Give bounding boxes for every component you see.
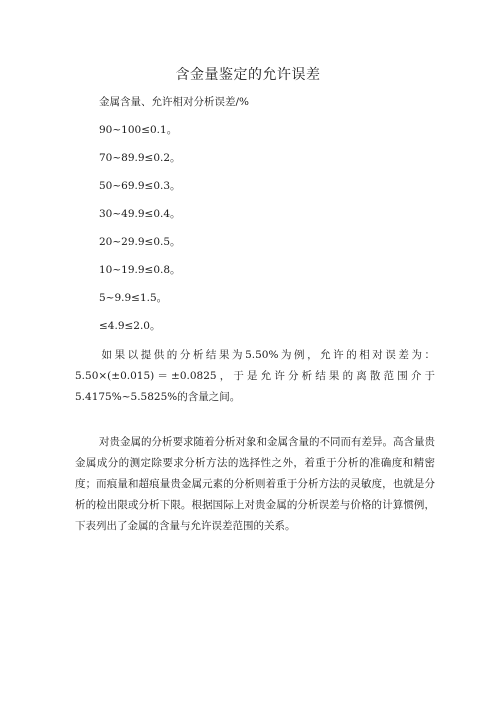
range-item: 30~49.9≤0.4。 xyxy=(99,208,181,220)
table-header-line: 金属含量、允许相对分析误差/% xyxy=(99,96,250,108)
page-title: 含金量鉴定的允许误差 xyxy=(175,67,321,83)
range-item: 20~29.9≤0.5。 xyxy=(99,236,181,248)
range-item: 70~89.9≤0.2。 xyxy=(99,152,181,164)
range-item: 5~9.9≤1.5。 xyxy=(99,292,168,304)
paragraph-example-text: 如果以提供的分析结果为5.50%为例，允许的相对误差为：5.50×(±0.015)＝±0.0825，于是允许分析结果的离散范围介于5.4175%~5.5825%的含量之间。 xyxy=(75,349,435,403)
range-item: 90~100≤0.1。 xyxy=(99,124,178,136)
paragraph-analysis xyxy=(75,432,435,537)
paragraph-example xyxy=(75,345,435,408)
paragraph-analysis-text: 对贵金属的分析要求随着分析对象和金属含量的不同而有差异。高含量贵金属成分的测定除要求分析方法的选择性之外，着重于分析的准确度和精密度；而痕量和超痕量贵金属元素的分析则着重于分析方法的灵敏度，也就是分析的检出限或分析下限。根据国际上对贵金属的分析误差与价格的计算惯例，下表列出了金属的含量与允许误差范围的关系。 xyxy=(75,436,435,532)
range-item: ≤4.9≤2.0。 xyxy=(99,320,161,332)
range-item: 50~69.9≤0.3。 xyxy=(99,180,181,192)
range-item: 10~19.9≤0.8。 xyxy=(99,264,181,276)
